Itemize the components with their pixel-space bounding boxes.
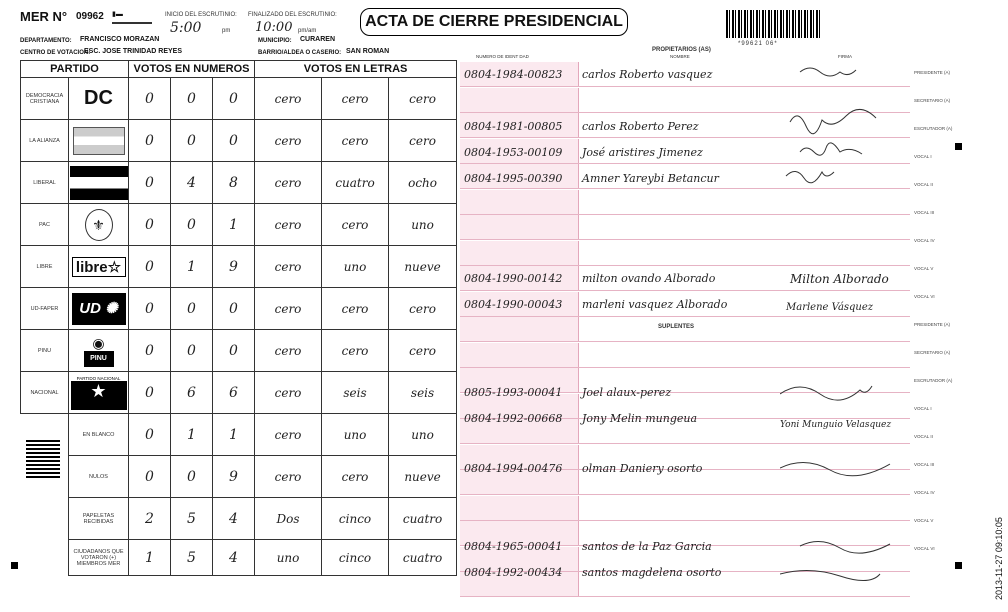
role-label: SECRETARIO (A)	[914, 350, 951, 355]
id-cell	[460, 241, 579, 265]
inicio-unit: pm	[222, 28, 231, 34]
vote-word: cero	[389, 288, 457, 330]
table-row	[21, 120, 457, 162]
pinu-logo-icon: ◉ PINU	[84, 335, 114, 367]
vote-word: cinco	[322, 540, 389, 576]
vote-digit: 0	[129, 372, 171, 414]
table-row	[21, 540, 457, 576]
logo-icon: ▮▬	[112, 10, 152, 24]
inicio-label: INICIO DEL ESCRUTINIO:	[165, 12, 237, 18]
table-row	[21, 498, 457, 540]
role-label: PRESIDENTE (A)	[914, 322, 951, 327]
id-cell	[460, 343, 579, 367]
signer-name: olman Daniery osorto	[582, 462, 703, 475]
party-name: DEMOCRACIA CRISTIANA	[21, 78, 69, 120]
party-logo	[69, 330, 129, 372]
vote-digit: 0	[171, 330, 213, 372]
party-logo	[69, 288, 129, 330]
table-row	[21, 162, 457, 204]
pinu-text: PINU	[84, 351, 114, 367]
signer-id: 0804-1981-00805	[464, 120, 563, 133]
role-label: VOCAL IV	[914, 490, 935, 495]
party-logo	[69, 372, 129, 414]
party-name: LIBERAL	[21, 162, 69, 204]
header-partido: PARTIDO	[21, 61, 129, 78]
vote-word: nueve	[389, 246, 457, 288]
vote-digit: 1	[171, 246, 213, 288]
vote-word: cero	[255, 372, 322, 414]
municipio-value: CURAREN	[300, 36, 335, 43]
signer-id: 0804-1953-00109	[464, 146, 563, 159]
pac-crest-icon: ⚜	[85, 209, 113, 241]
role-label: VOCAL II	[914, 182, 933, 187]
vote-digit: 9	[213, 246, 255, 288]
finalizo-label: FINALIZADO DEL ESCRUTINIO:	[248, 12, 337, 18]
vote-word: cero	[322, 456, 389, 498]
role-label: ESCRUTADOR (A)	[914, 126, 953, 131]
signer-name: santos magdelena osorto	[582, 566, 722, 579]
header-letras: VOTOS EN LETRAS	[255, 61, 457, 78]
vote-digit: 9	[213, 456, 255, 498]
party-logo	[69, 162, 129, 204]
party-name: LIBRE	[21, 246, 69, 288]
votes-table	[20, 60, 457, 576]
page-title: ACTA DE CIERRE PRESIDENCIAL	[360, 8, 628, 36]
vote-digit: 0	[129, 246, 171, 288]
id-cell	[460, 88, 579, 112]
vote-word: cero	[255, 330, 322, 372]
signer-id: 0804-1990-00142	[464, 272, 563, 285]
party-logo	[69, 78, 129, 120]
row-label: EN BLANCO	[69, 414, 129, 456]
role-label: VOCAL I	[914, 406, 932, 411]
col-ident: NUMERO DE IDENT DAD	[476, 54, 529, 59]
role-label: VOCAL VI	[914, 294, 935, 299]
vote-word: cero	[322, 78, 389, 120]
departamento-value: FRANCISCO MORAZAN	[80, 36, 160, 43]
col-propietarios: PROPIETARIOS (AS)	[652, 47, 711, 53]
signer-id: 0804-1992-00668	[464, 412, 563, 425]
header-numeros: VOTOS EN NUMEROS	[129, 61, 255, 78]
vote-digit: 0	[129, 330, 171, 372]
role-label: VOCAL IV	[914, 238, 935, 243]
vote-word: uno	[389, 414, 457, 456]
vote-word: uno	[322, 414, 389, 456]
mer-number: 09962	[76, 11, 104, 22]
barcode-text: *99621 06*	[738, 41, 778, 47]
firma-1: Milton Alborado	[790, 272, 889, 286]
vote-word: cuatro	[322, 162, 389, 204]
vote-digit: 0	[129, 414, 171, 456]
role-label: PRESIDENTE (A)	[914, 70, 951, 75]
vote-word: seis	[322, 372, 389, 414]
vote-digit: 0	[171, 288, 213, 330]
vote-digit: 0	[129, 162, 171, 204]
vote-digit: 6	[213, 372, 255, 414]
registration-mark	[11, 562, 18, 569]
vote-word: cero	[255, 456, 322, 498]
vote-word: cero	[389, 78, 457, 120]
registration-mark	[955, 143, 962, 150]
barrio-value: SAN ROMAN	[346, 48, 390, 55]
side-barcode	[26, 438, 60, 478]
nacional-logo-icon: PARTIDO NACIONAL ★	[71, 376, 127, 410]
vote-word: cero	[322, 204, 389, 246]
centro-label: CENTRO DE VOTACION:	[20, 50, 91, 56]
vote-word: uno	[322, 246, 389, 288]
vote-digit: 4	[213, 540, 255, 576]
vote-digit: 1	[129, 540, 171, 576]
table-row	[21, 78, 457, 120]
signer-name: milton ovando Alborado	[582, 272, 716, 285]
party-logo	[69, 120, 129, 162]
vote-word: Dos	[255, 498, 322, 540]
blank-cell	[21, 540, 69, 576]
row-label: CIUDADANOS QUE VOTARON (+) MIEMBROS MER	[69, 540, 129, 576]
role-label: VOCAL III	[914, 210, 935, 215]
vote-digit: 0	[171, 204, 213, 246]
vote-word: cuatro	[389, 498, 457, 540]
vote-word: cero	[255, 162, 322, 204]
role-label: SECRETARIO (A)	[914, 98, 951, 103]
liberal-flag-icon	[70, 166, 128, 200]
vote-word: cero	[322, 120, 389, 162]
vote-digit: 0	[213, 78, 255, 120]
table-header	[21, 61, 457, 78]
inicio-value: 5:00	[170, 20, 202, 36]
nacional-text: PARTIDO NACIONAL	[71, 376, 127, 381]
blank-cell	[21, 498, 69, 540]
signer-id: 0804-1965-00041	[464, 540, 563, 553]
id-cell	[460, 317, 579, 341]
vote-digit: 0	[129, 78, 171, 120]
vote-word: seis	[389, 372, 457, 414]
role-label: VOCAL V	[914, 518, 934, 523]
signature-scribbles	[780, 60, 910, 590]
signer-id: 0804-1992-00434	[464, 566, 563, 579]
registration-mark	[955, 562, 962, 569]
vote-digit: 8	[213, 162, 255, 204]
role-label: VOCAL VI	[914, 546, 935, 551]
vote-digit: 5	[171, 498, 213, 540]
id-cell	[460, 190, 579, 214]
col-firma: FIRMA	[838, 54, 852, 59]
vote-digit: 2	[129, 498, 171, 540]
role-label: VOCAL III	[914, 462, 935, 467]
vote-digit: 4	[171, 162, 213, 204]
barcode	[726, 10, 820, 38]
signer-name: José aristires Jimenez	[582, 146, 703, 159]
vote-digit: 4	[213, 498, 255, 540]
table-row	[21, 330, 457, 372]
role-label: VOCAL V	[914, 266, 934, 271]
libre-logo-icon: libre☆	[72, 257, 126, 277]
suplentes-label: SUPLENTES	[658, 324, 695, 330]
vote-word: cuatro	[389, 540, 457, 576]
party-logo	[69, 246, 129, 288]
vote-word: cinco	[322, 498, 389, 540]
vote-digit: 0	[171, 456, 213, 498]
signer-name: carlos Roberto vasquez	[582, 68, 713, 81]
table-row	[21, 246, 457, 288]
vote-word: ocho	[389, 162, 457, 204]
finalizo-value: 10:00	[255, 20, 293, 35]
signer-name: santos de la Paz Garcia	[582, 540, 712, 553]
vote-digit: 0	[129, 204, 171, 246]
vote-word: uno	[255, 540, 322, 576]
vote-word: cero	[322, 288, 389, 330]
table-row	[21, 456, 457, 498]
firma-3: Yoni Munguio Velasquez	[780, 420, 892, 430]
role-label: VOCAL II	[914, 434, 933, 439]
vote-digit: 1	[213, 204, 255, 246]
role-label: VOCAL I	[914, 154, 932, 159]
table-row	[21, 414, 457, 456]
row-label: NULOS	[69, 456, 129, 498]
vote-digit: 6	[171, 372, 213, 414]
vote-word: cero	[389, 330, 457, 372]
municipio-label: MUNICIPIO:	[258, 38, 292, 44]
table-row	[21, 204, 457, 246]
signer-name: marleni vasquez Alborado	[582, 298, 728, 311]
table-row	[21, 372, 457, 414]
firma-2: Marlene Vásquez	[786, 302, 874, 313]
barrio-label: BARRIO/ALDEA O CASERIO:	[258, 50, 342, 56]
vote-digit: 0	[171, 120, 213, 162]
vote-digit: 0	[213, 120, 255, 162]
id-cell	[460, 496, 579, 520]
vote-word: cero	[322, 330, 389, 372]
alianza-flag-icon	[73, 127, 125, 155]
finalizo-unit: pm/am	[298, 28, 317, 34]
signer-id: 0804-1995-00390	[464, 172, 563, 185]
vote-digit: 0	[129, 120, 171, 162]
party-name: PAC	[21, 204, 69, 246]
vote-word: nueve	[389, 456, 457, 498]
departamento-label: DEPARTAMENTO:	[20, 38, 72, 44]
vote-digit: 0	[129, 456, 171, 498]
signer-name: carlos Roberto Perez	[582, 120, 699, 133]
vote-digit: 0	[213, 330, 255, 372]
vote-word: cero	[255, 78, 322, 120]
vote-digit: 1	[171, 414, 213, 456]
party-name: LA ALIANZA	[21, 120, 69, 162]
vote-word: cero	[255, 288, 322, 330]
party-name: PINU	[21, 330, 69, 372]
vote-word: cero	[255, 246, 322, 288]
vote-digit: 5	[171, 540, 213, 576]
vote-word: uno	[389, 204, 457, 246]
party-logo	[69, 204, 129, 246]
signer-id: 0804-1984-00823	[464, 68, 563, 81]
dc-logo-icon: DC	[84, 87, 113, 109]
signer-name: Amner Yareybi Betancur	[582, 172, 719, 185]
vote-digit: 1	[213, 414, 255, 456]
vote-digit: 0	[129, 288, 171, 330]
signer-id: 0804-1994-00476	[464, 462, 563, 475]
role-label: ESCRUTADOR (A)	[914, 378, 953, 383]
ud-logo-icon: UD ✺	[72, 293, 126, 325]
signer-id: 0805-1993-00041	[464, 386, 563, 399]
centro-value: ESC. JOSE TRINIDAD REYES	[84, 48, 183, 55]
party-name: NACIONAL	[21, 372, 69, 414]
vote-digit: 0	[213, 288, 255, 330]
col-nombre: NOMBRE	[670, 54, 690, 59]
vote-word: cero	[255, 204, 322, 246]
mer-label: MER N°	[20, 9, 68, 24]
libre-text: libre	[75, 258, 108, 276]
signer-name: Joel alaux-perez	[582, 386, 672, 399]
timestamp: 2013-11-27 09:10:05	[994, 517, 1004, 600]
vote-digit: 0	[171, 78, 213, 120]
signer-id: 0804-1990-00043	[464, 298, 563, 311]
row-label: PAPELETAS RECIBIDAS	[69, 498, 129, 540]
table-row	[21, 288, 457, 330]
vote-word: cero	[255, 120, 322, 162]
vote-word: cero	[255, 414, 322, 456]
party-name: UD-FAPER	[21, 288, 69, 330]
signer-name: Jony Melin mungeua	[582, 412, 698, 425]
id-cell	[460, 215, 579, 239]
ud-text: UD	[79, 299, 101, 317]
vote-word: cero	[389, 120, 457, 162]
